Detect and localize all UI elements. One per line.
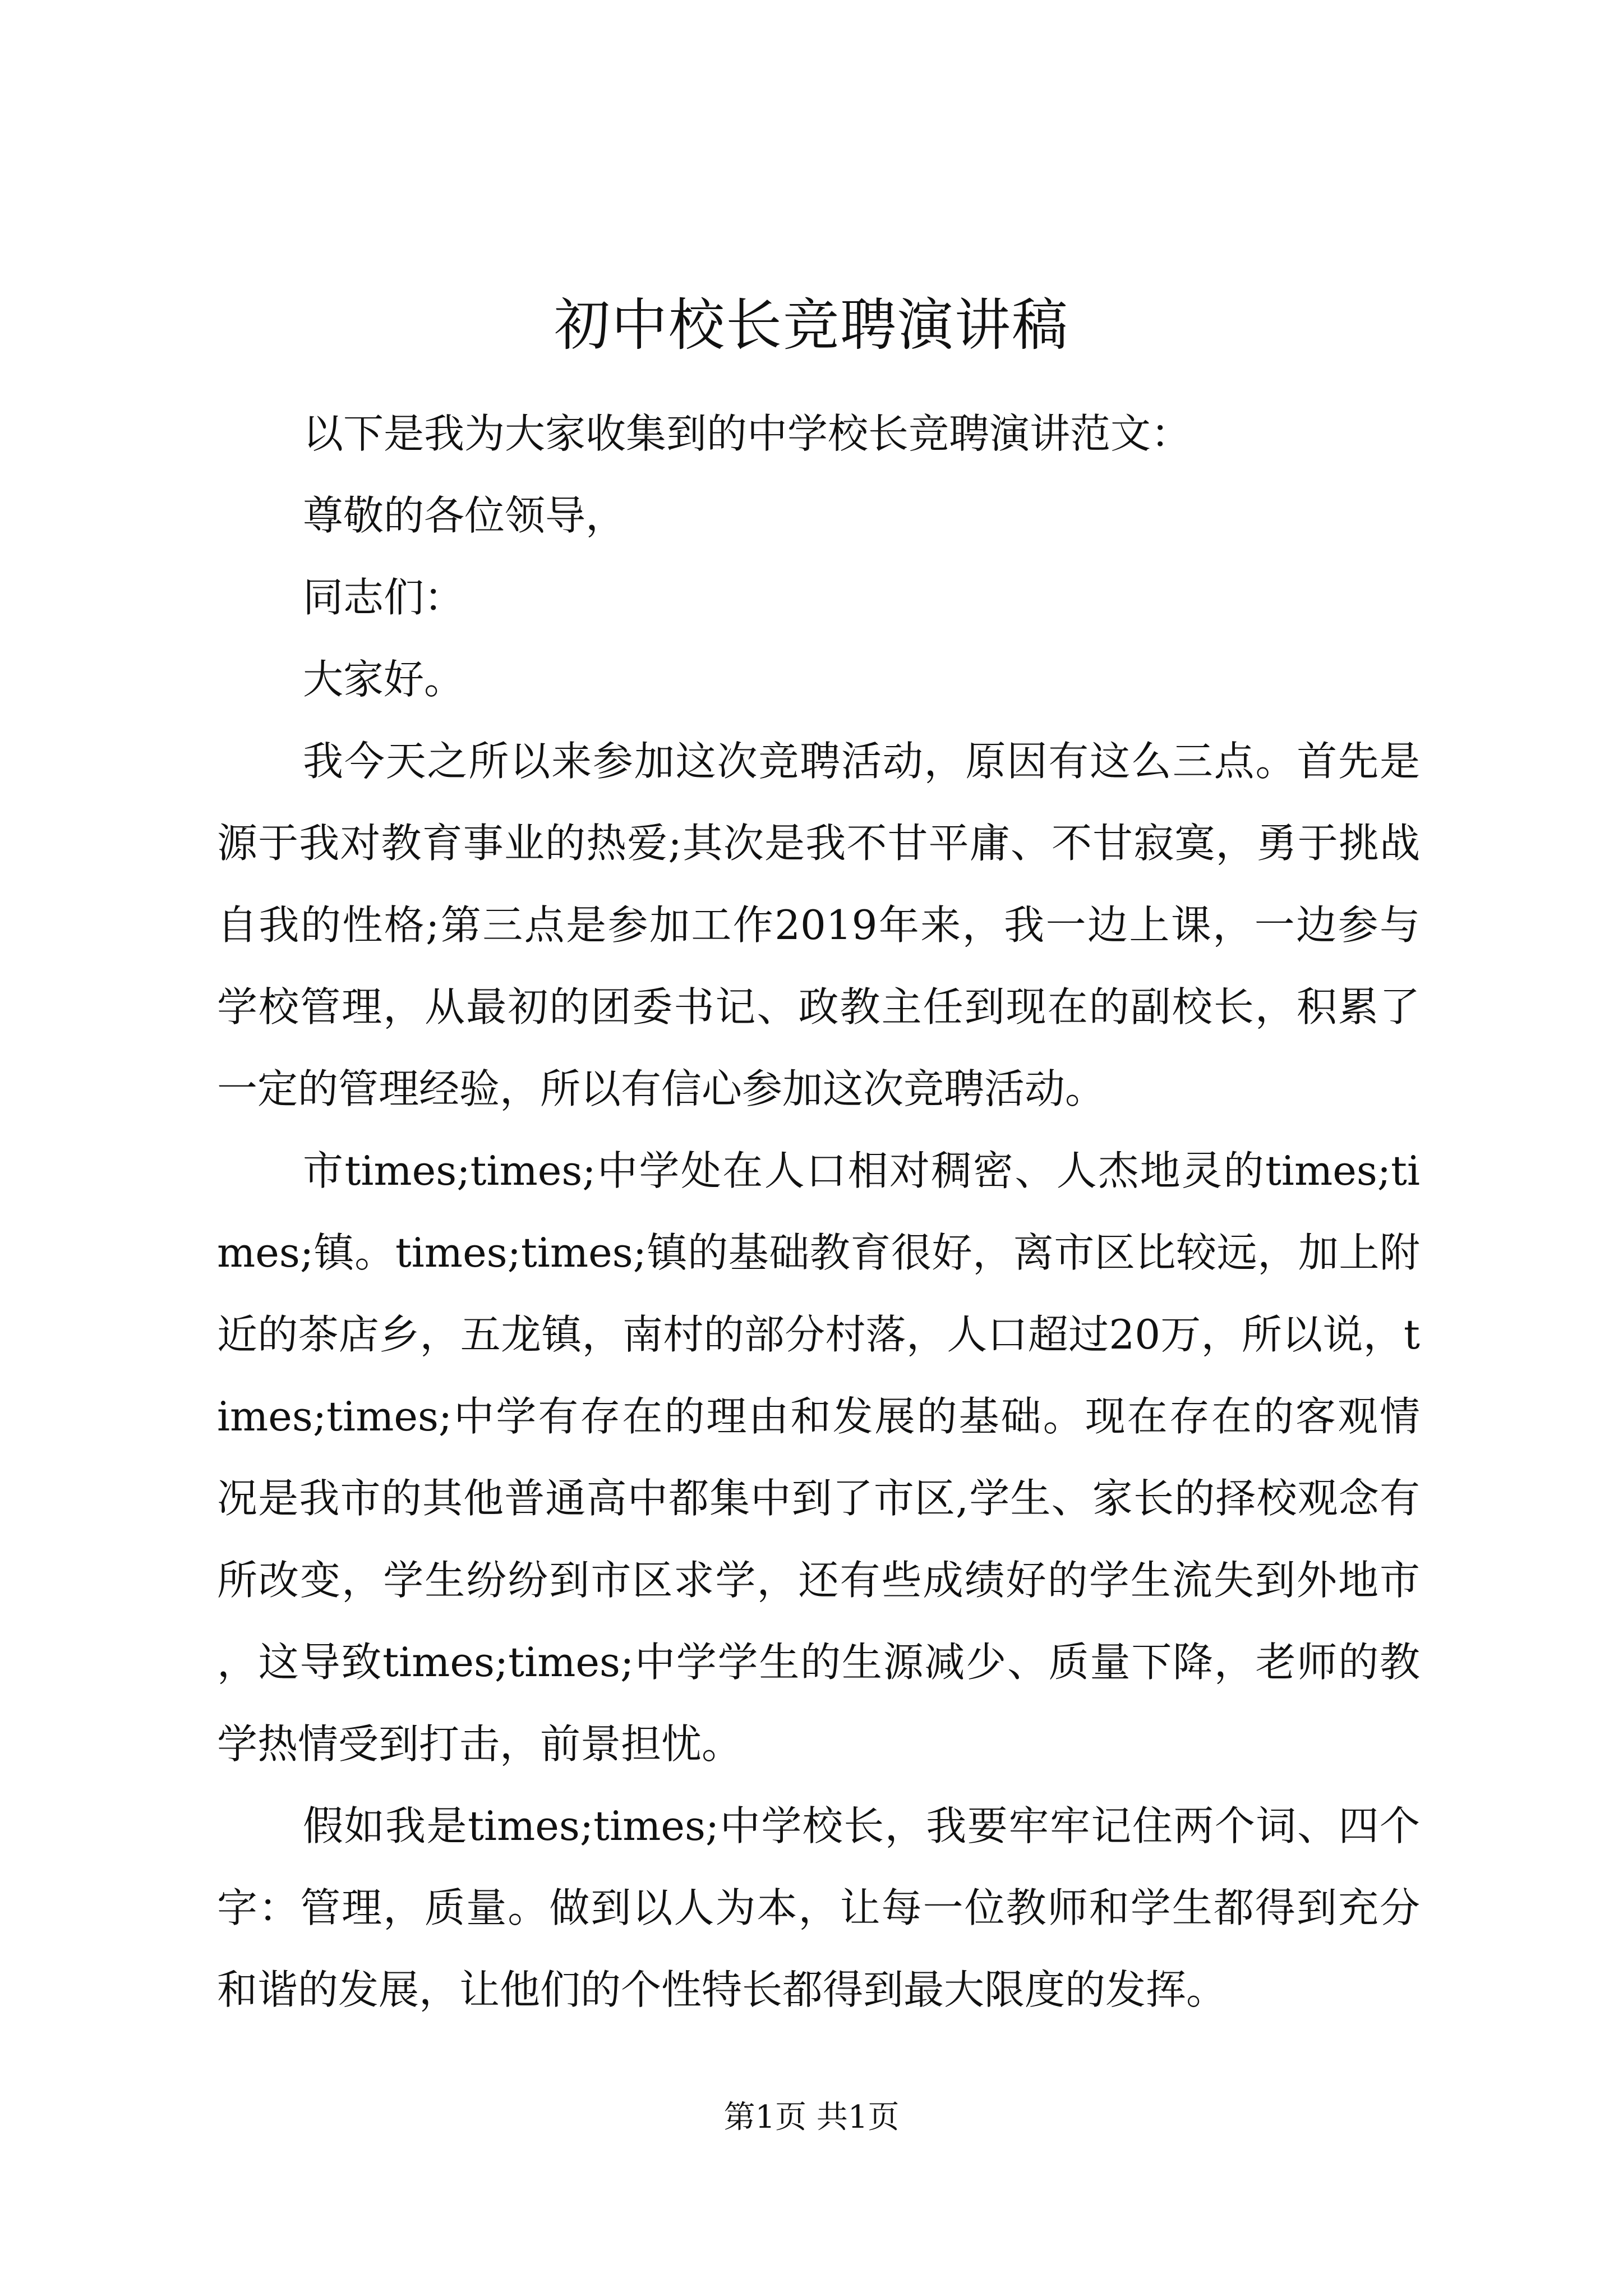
document-body (217, 393, 1420, 2031)
paragraph-reasons: 我今天之所以来参加这次竞聘活动，原因有这么三点。首先是源于我对教育事业的热爱;其次是我不甘平庸、不甘寂寞，勇于挑战自我的性格;第三点是参加工作2019年来，我一边上课，一边参与学校管理，从最初的团委书记、政教主任到现在的副校长，积累了一定的管理经验，所以有信心参加这次竞聘活动。 (217, 738, 1420, 1112)
paragraph-school-situation: 市times;times;中学处在人口相对稠密、人杰地灵的times;times;镇。times;times;镇的基础教育很好，离市区比较远，加上附近的茶店乡，五龙镇，南村的部分村落，人口超过20万，所以说，times;times;中学有存在的理由和发展的基础。现在存在的客观情况是我市的其他普通高中都集中到了市区,学生、家长的择校观念有所改变，学生纷纷到市区求学，还有些成绩好的学生流失到外地市，这导致times;times;中学学生的生源减少、质量下降，老师的教学热情受到打击，前景担忧。 (217, 1147, 1420, 1768)
paragraph-greeting: 大家好。 (303, 656, 465, 703)
paragraph-plan: 假如我是times;times;中学校长，我要牢牢记住两个词、四个字：管理，质量。做到以人为本，让每一位教师和学生都得到充分和谐的发展，让他们的个性特长都得到最大限度的发挥。 (217, 1802, 1420, 2013)
paragraph-intro: 以下是我为大家收集到的中学校长竞聘演讲范文： (303, 410, 1192, 457)
document-title: 初中校长竞聘演讲稿 (554, 292, 1069, 358)
paragraph-salutation-leaders: 尊敬的各位领导， (303, 492, 626, 539)
paragraph-salutation-comrades: 同志们： (303, 574, 465, 621)
page-number-footer: 第1页 共1页 (723, 2099, 900, 2136)
